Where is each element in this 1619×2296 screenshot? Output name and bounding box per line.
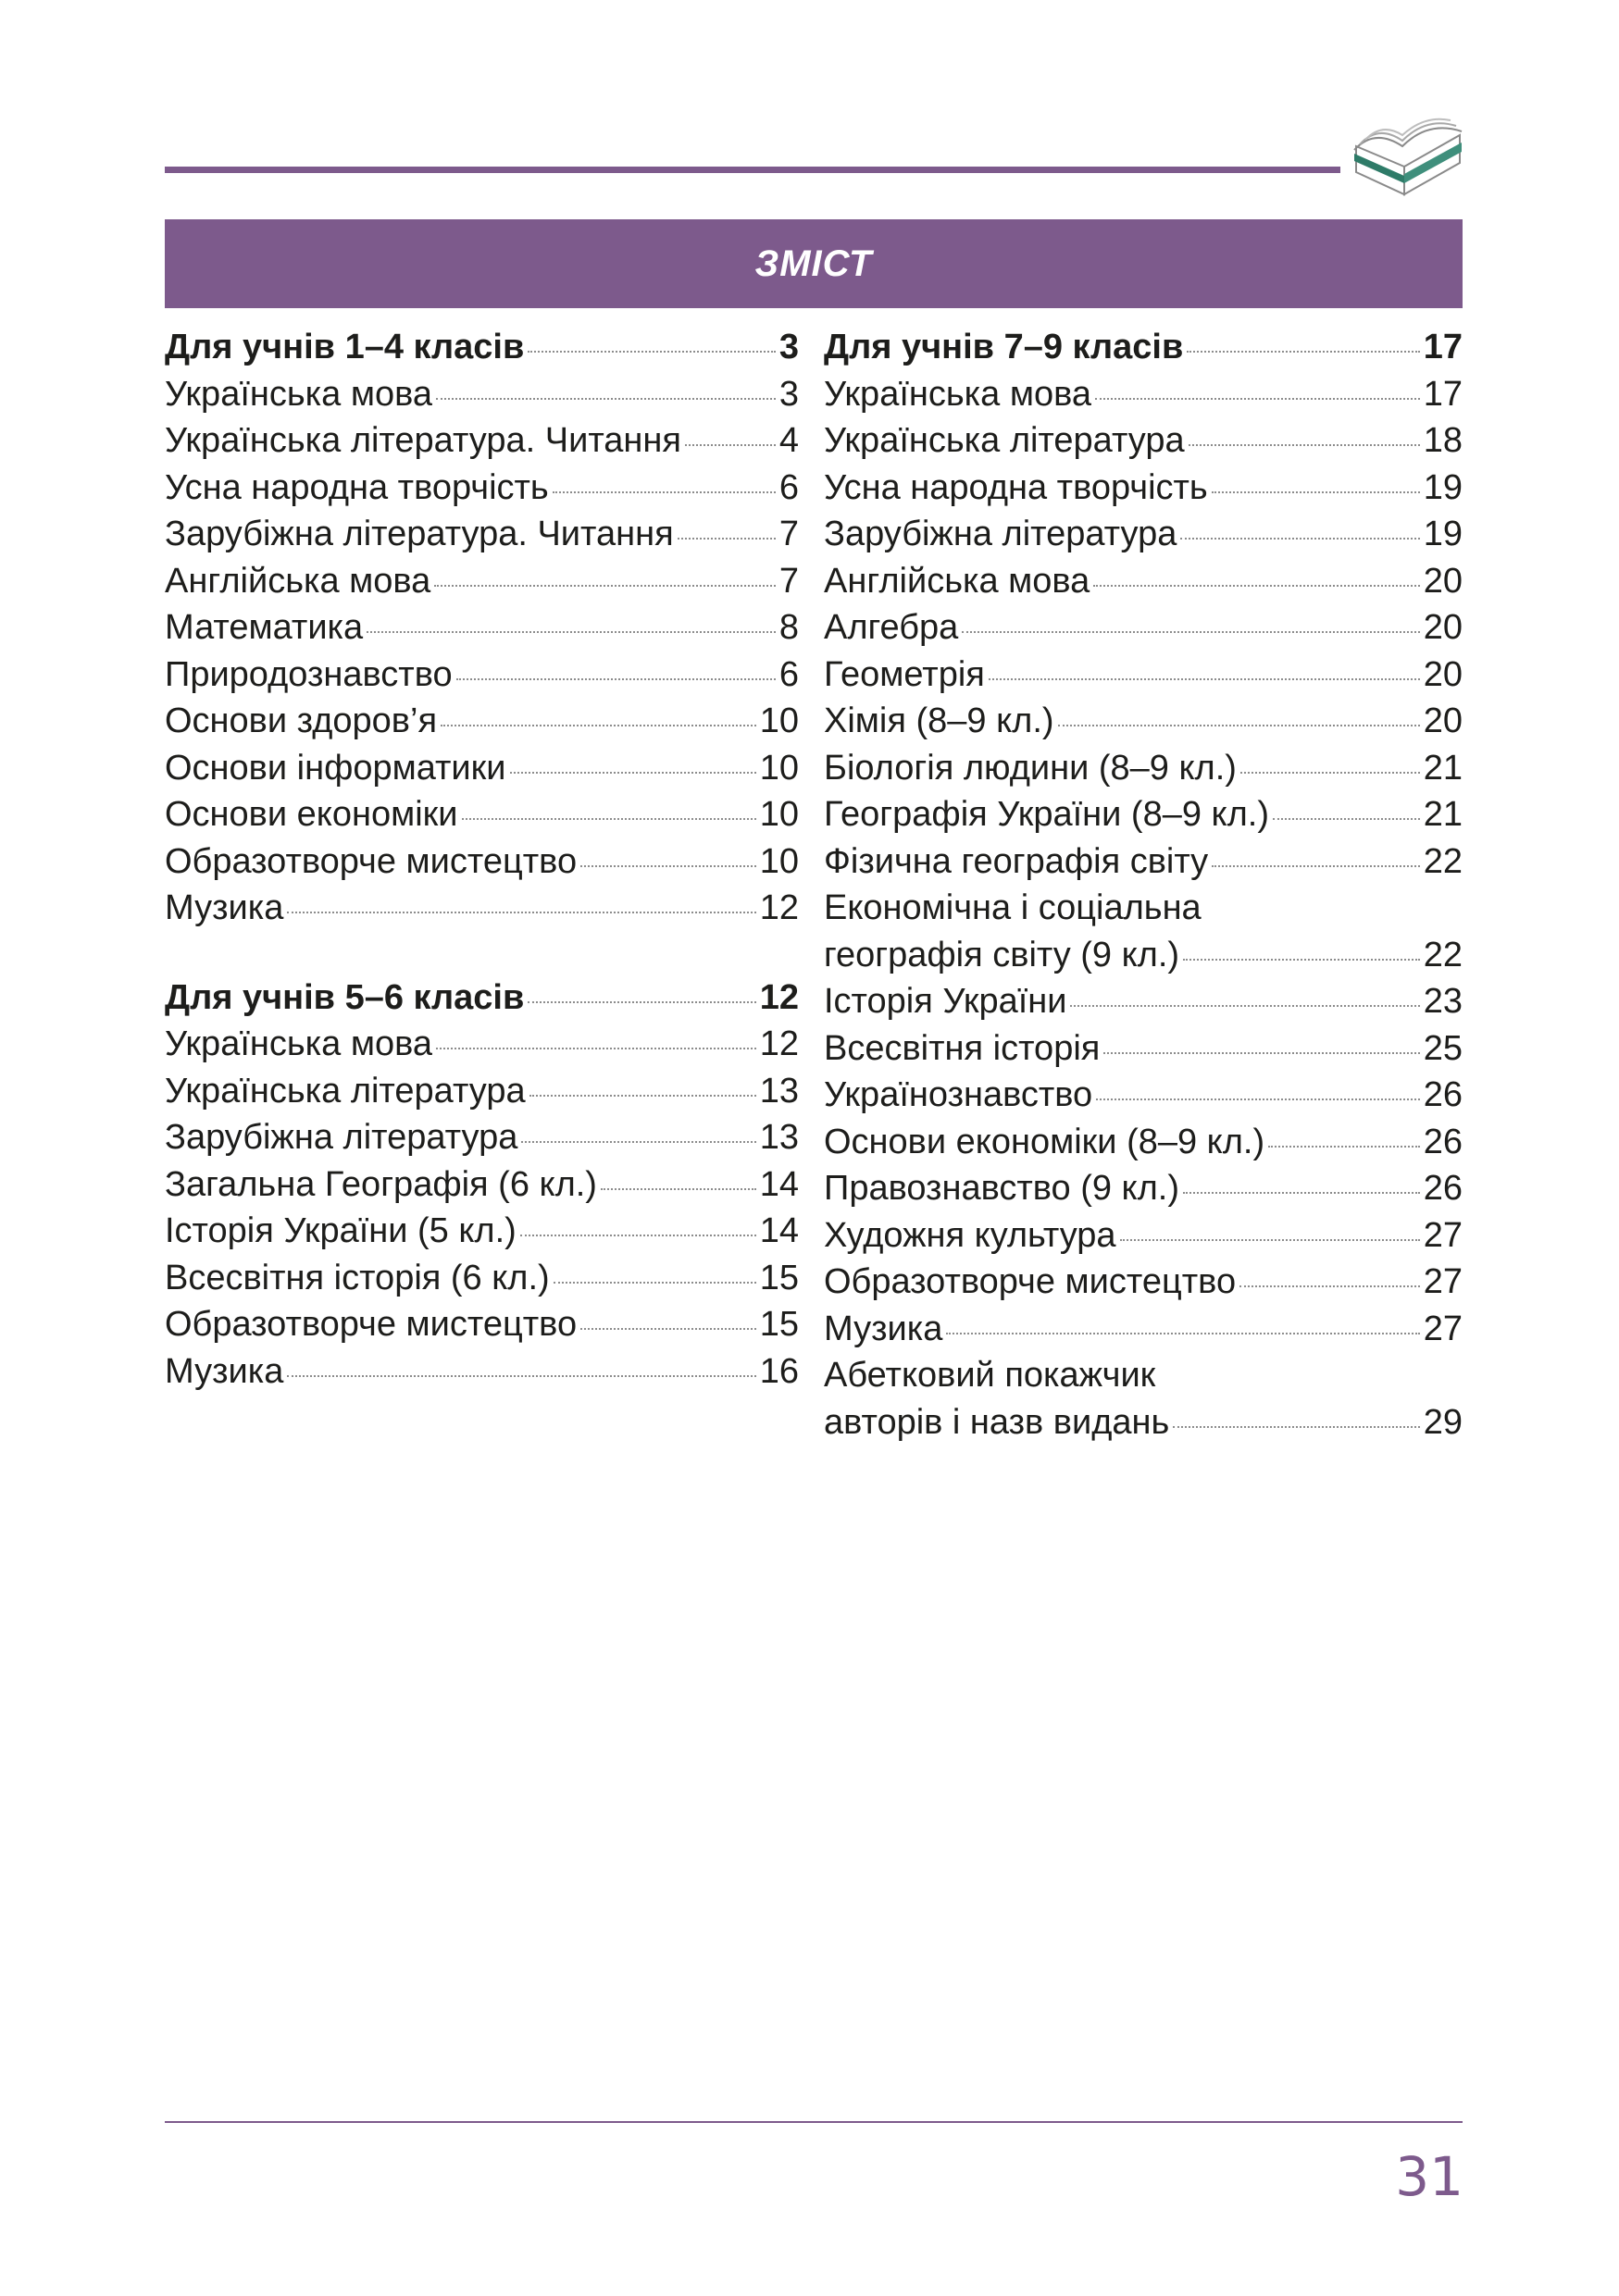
toc-entry-page: 6 <box>778 467 799 507</box>
toc-entry-title: Математика <box>165 608 364 647</box>
toc-entry-title: Зарубіжна література <box>165 1118 518 1157</box>
toc-entry[interactable] <box>165 1068 799 1115</box>
toc-entry-page: 3 <box>778 328 799 366</box>
toc-entry[interactable] <box>165 604 799 652</box>
toc-section-header[interactable] <box>165 324 799 371</box>
leader-dots <box>1058 725 1420 726</box>
toc-entry-title: Природознавство <box>165 654 453 694</box>
leader-dots <box>678 538 776 540</box>
toc-entry-page: 16 <box>759 1351 799 1391</box>
leader-dots <box>436 1048 756 1049</box>
toc-entry[interactable] <box>165 1255 799 1302</box>
toc-entry-title: Фізична географія світу <box>824 841 1209 881</box>
leader-dots <box>685 444 776 446</box>
toc-entry-page: 10 <box>759 748 799 788</box>
leader-dots <box>434 585 776 587</box>
toc-entry-page: 15 <box>759 1305 799 1344</box>
toc-entry-first-line[interactable] <box>824 885 1463 932</box>
toc-entry-page: 20 <box>1423 561 1463 601</box>
leader-dots <box>521 1141 755 1143</box>
toc-entry-page: 15 <box>759 1258 799 1297</box>
toc-entry-page: 27 <box>1423 1215 1463 1255</box>
toc-entry-page: 22 <box>1423 935 1463 974</box>
leader-dots <box>1183 959 1420 961</box>
leader-dots <box>287 912 755 913</box>
toc-entry-title: Образотворче мистецтво <box>165 1305 578 1344</box>
contents-title: ЗМІСТ <box>165 219 1463 308</box>
toc-entry-title: Українська мова <box>824 374 1091 414</box>
toc-entry-title: Для учнів 1–4 класів <box>165 328 525 366</box>
leader-dots <box>1096 1098 1420 1100</box>
leader-dots <box>989 678 1420 680</box>
toc-entry-page: 10 <box>759 841 799 881</box>
leader-dots <box>436 398 776 400</box>
toc-entry[interactable] <box>824 698 1463 745</box>
toc-entry-page: 12 <box>759 1024 799 1063</box>
leader-dots <box>367 631 776 633</box>
toc-entry[interactable] <box>824 838 1463 886</box>
leader-dots <box>553 491 776 493</box>
leader-dots <box>528 1001 755 1003</box>
toc-entry-title: Музика <box>165 1351 284 1391</box>
leader-dots <box>1173 1426 1419 1428</box>
toc-entry[interactable] <box>165 652 799 699</box>
toc-entry-title: Основи інформатики <box>165 748 506 788</box>
toc-entry[interactable] <box>824 1399 1463 1446</box>
toc-entry-page: 18 <box>1423 421 1463 460</box>
leader-dots <box>1240 772 1420 774</box>
toc-entry[interactable] <box>824 1119 1463 1166</box>
toc-entry-first-line[interactable] <box>824 1352 1463 1399</box>
leader-dots <box>1212 491 1420 493</box>
toc-entry-page: 23 <box>1423 982 1463 1021</box>
toc-entry[interactable] <box>165 1021 799 1068</box>
toc-entry-page: 20 <box>1423 654 1463 694</box>
toc-entry[interactable] <box>824 932 1463 979</box>
toc-entry-title: Всесвітня історія (6 кл.) <box>165 1258 550 1297</box>
toc-entry-page: 21 <box>1423 795 1463 834</box>
toc-entry[interactable] <box>165 885 799 932</box>
toc-entry-page: 21 <box>1423 748 1463 788</box>
section-gap <box>165 932 799 974</box>
toc-left-column <box>165 324 799 1395</box>
leader-dots <box>529 1095 756 1097</box>
toc-section-header[interactable] <box>165 974 799 1022</box>
toc-entry-title: Для учнів 5–6 класів <box>165 977 525 1017</box>
leader-dots <box>1187 351 1419 353</box>
toc-entry-title: Біологія людини (8–9 кл.) <box>824 748 1237 788</box>
leader-dots <box>1268 1146 1420 1148</box>
leader-dots <box>1070 1005 1419 1007</box>
toc-entry-title: Зарубіжна література. Читання <box>165 515 674 553</box>
toc-entry-title: Хімія (8–9 кл.) <box>824 701 1054 740</box>
toc-entry[interactable] <box>165 1348 799 1396</box>
leader-dots <box>520 1235 756 1236</box>
toc-entry-title: Загальна Географія (6 кл.) <box>165 1164 597 1204</box>
toc-entry-page: 22 <box>1423 841 1463 881</box>
toc-entry[interactable] <box>824 1259 1463 1306</box>
toc-entry-page: 26 <box>1423 1122 1463 1161</box>
toc-entry-page: 10 <box>759 701 799 740</box>
toc-entry-title: Історія України <box>824 982 1067 1021</box>
toc-entry-title: Образотворче мистецтво <box>824 1262 1237 1301</box>
toc-entry[interactable] <box>824 604 1463 652</box>
toc-entry-page: 27 <box>1423 1309 1463 1348</box>
toc-entry[interactable] <box>165 558 799 605</box>
toc-entry[interactable] <box>165 1301 799 1348</box>
toc-entry-title: Історія України (5 кл.) <box>165 1211 517 1250</box>
leader-dots <box>1095 398 1420 400</box>
toc-entry-title: Основи здоров’я <box>165 701 438 740</box>
toc-entry[interactable] <box>165 417 799 465</box>
toc-entry-title: Образотворче мистецтво <box>165 841 578 881</box>
toc-entry-page: 3 <box>778 374 799 414</box>
toc-entry[interactable] <box>165 1161 799 1209</box>
toc-entry-page: 7 <box>778 561 799 601</box>
leader-dots <box>601 1188 756 1190</box>
toc-entry-title: Англійська мова <box>165 561 431 601</box>
leader-dots <box>1180 538 1419 540</box>
leader-dots <box>1120 1239 1420 1241</box>
toc-entry-page: 10 <box>759 795 799 834</box>
toc-entry-page: 19 <box>1423 515 1463 553</box>
toc-entry-page: 19 <box>1423 467 1463 507</box>
toc-entry-page: 6 <box>778 654 799 694</box>
leader-dots <box>1273 818 1420 820</box>
toc-entry[interactable] <box>824 1212 1463 1260</box>
leader-dots <box>1183 1192 1420 1194</box>
leader-dots <box>462 818 756 820</box>
toc-entry-title: Усна народна творчість <box>824 467 1208 507</box>
toc-entry-title: Художня культура <box>824 1215 1116 1255</box>
open-book-icon <box>1347 109 1467 202</box>
page-number: 31 <box>1395 2145 1463 2208</box>
toc-entry[interactable] <box>824 465 1463 512</box>
toc-right-column <box>824 324 1463 1446</box>
toc-entry[interactable] <box>165 511 799 558</box>
toc-entry-title-continued: авторів і назв видань <box>824 1402 1170 1442</box>
top-rule <box>165 167 1340 173</box>
toc-entry[interactable] <box>824 1072 1463 1119</box>
toc-entry-page: 26 <box>1423 1075 1463 1114</box>
toc-entry-page: 14 <box>759 1164 799 1204</box>
toc-entry-title: Абетковий покажчик <box>824 1356 1156 1395</box>
toc-entry-page: 25 <box>1423 1028 1463 1068</box>
toc-entry-title: Правознавство (9 кл.) <box>824 1169 1179 1208</box>
toc-entry-title: Музика <box>824 1309 943 1348</box>
toc-entry-title: Українська мова <box>165 374 432 414</box>
toc-entry-title: Українська література. Читання <box>165 421 681 460</box>
toc-entry[interactable] <box>165 791 799 838</box>
toc-entry[interactable] <box>165 1208 799 1255</box>
toc-entry[interactable] <box>824 511 1463 558</box>
toc-entry-page: 13 <box>759 1071 799 1111</box>
toc-entry-page: 13 <box>759 1118 799 1157</box>
leader-dots <box>1212 865 1420 867</box>
toc-entry-page: 4 <box>778 421 799 460</box>
toc-entry-page: 8 <box>778 608 799 647</box>
toc-entry[interactable] <box>165 698 799 745</box>
toc-entry-title: Українознавство <box>824 1075 1093 1114</box>
toc-entry-page: 12 <box>759 977 799 1017</box>
toc-entry-title: Українська література <box>165 1071 526 1111</box>
toc-entry-page: 17 <box>1423 328 1463 366</box>
toc-entry-page: 20 <box>1423 608 1463 647</box>
toc-entry[interactable] <box>824 791 1463 838</box>
toc-entry-page: 14 <box>759 1211 799 1250</box>
leader-dots <box>962 631 1419 633</box>
toc-entry[interactable] <box>824 1306 1463 1353</box>
toc-entry-title: Основи економіки <box>165 795 458 834</box>
toc-entry-title: Українська мова <box>165 1024 432 1063</box>
toc-entry-page: 27 <box>1423 1262 1463 1301</box>
toc-entry-title: Українська література <box>824 421 1185 460</box>
toc-entry[interactable] <box>824 745 1463 792</box>
toc-entry-title: Географія України (8–9 кл.) <box>824 795 1269 834</box>
toc-entry-page: 12 <box>759 888 799 927</box>
toc-entry-title: Алгебра <box>824 608 959 647</box>
leader-dots <box>1093 585 1419 587</box>
toc-entry[interactable] <box>824 417 1463 465</box>
toc-entry-title: Усна народна творчість <box>165 467 549 507</box>
toc-entry-title: Музика <box>165 888 284 927</box>
toc-section-header[interactable] <box>824 324 1463 371</box>
leader-dots <box>1239 1285 1420 1287</box>
toc-entry-page: 7 <box>778 515 799 553</box>
toc-entry[interactable] <box>824 371 1463 418</box>
toc-entry[interactable] <box>165 465 799 512</box>
toc-entry-title: Англійська мова <box>824 561 1090 601</box>
toc-entry-title-continued: географія світу (9 кл.) <box>824 935 1180 974</box>
toc-entry-title: Економічна і соціальна <box>824 888 1202 927</box>
toc-entry[interactable] <box>824 978 1463 1025</box>
leader-dots <box>441 725 756 726</box>
toc-entry[interactable] <box>165 371 799 418</box>
leader-dots <box>554 1282 756 1284</box>
leader-dots <box>1189 444 1420 446</box>
leader-dots <box>510 772 756 774</box>
toc-entry[interactable] <box>824 558 1463 605</box>
toc-entry-title: Всесвітня історія <box>824 1028 1101 1068</box>
leader-dots <box>1103 1052 1419 1054</box>
toc-entry[interactable] <box>165 1114 799 1161</box>
leader-dots <box>287 1375 755 1377</box>
toc-entry-title: Геометрія <box>824 654 985 694</box>
toc-entry[interactable] <box>165 838 799 886</box>
toc-entry-page: 20 <box>1423 701 1463 740</box>
leader-dots <box>580 1328 756 1330</box>
toc-entry-page: 17 <box>1423 374 1463 414</box>
toc-entry-page: 26 <box>1423 1169 1463 1208</box>
leader-dots <box>456 678 776 680</box>
bottom-rule <box>165 2121 1463 2123</box>
leader-dots <box>528 351 776 353</box>
toc-entry[interactable] <box>165 745 799 792</box>
leader-dots <box>580 865 756 867</box>
toc-entry-title: Зарубіжна література <box>824 515 1177 553</box>
toc-entry-title: Для учнів 7–9 класів <box>824 328 1184 366</box>
toc-entry-title: Основи економіки (8–9 кл.) <box>824 1122 1265 1161</box>
toc-entry-page: 29 <box>1423 1402 1463 1442</box>
toc-entry[interactable] <box>824 1165 1463 1212</box>
toc-entry[interactable] <box>824 1025 1463 1073</box>
leader-dots <box>946 1333 1419 1334</box>
toc-entry[interactable] <box>824 652 1463 699</box>
